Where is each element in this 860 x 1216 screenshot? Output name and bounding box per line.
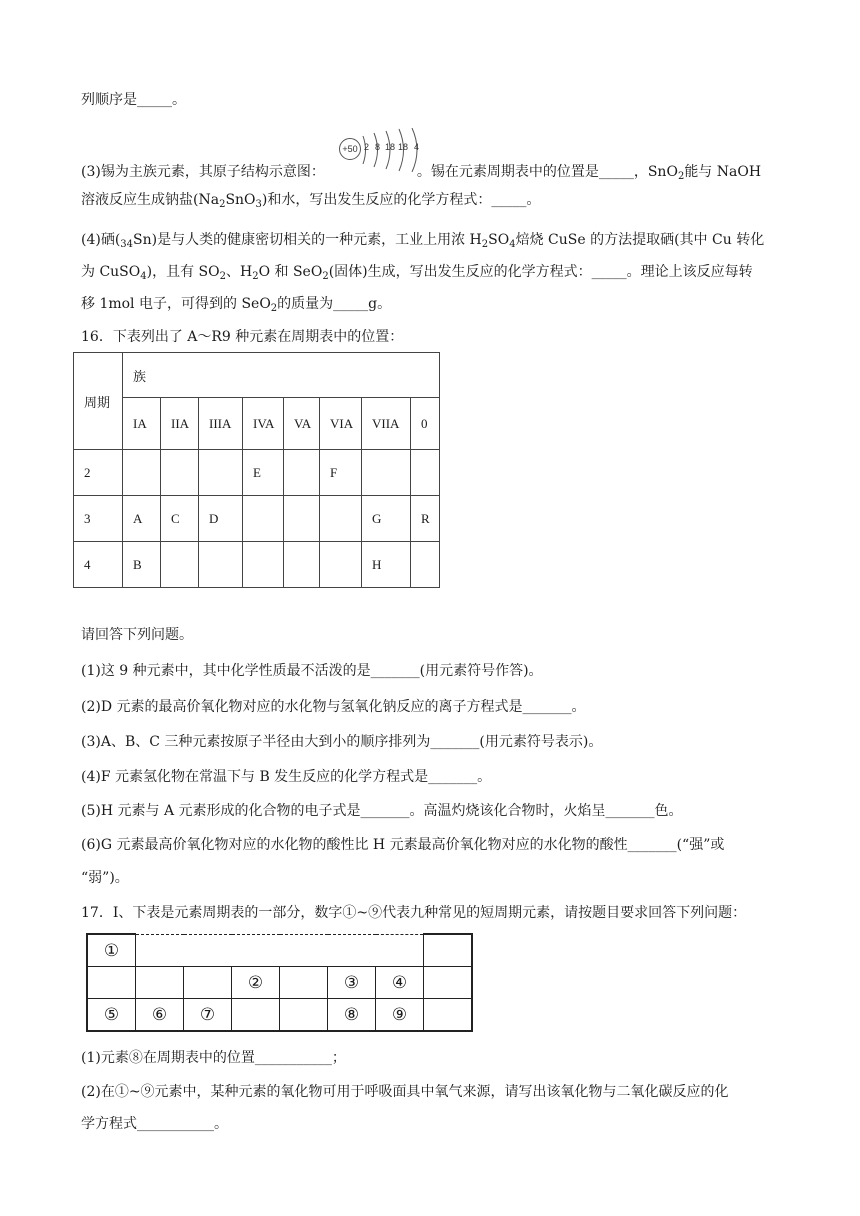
element-cell [161,450,199,496]
grid-cell: ⑤ [87,999,136,1032]
element-cell [411,450,440,496]
element-cell: A [123,496,161,542]
grid-cell: ① [87,934,136,967]
grid-cell [136,967,184,999]
grid-cell: ⑨ [376,999,424,1032]
grid-cell [184,967,232,999]
grid-cell [424,934,473,967]
element-cell [320,496,362,542]
grid-cell [424,967,473,999]
element-cell [284,542,320,588]
group-header: IA [123,398,161,450]
q4-line2: 为 CuSO$_4$)，且有 $SO_2$、$H_2O$ 和 SeO$_2$(固体)生成，写出发生反应的化学方程式：_____。理论上该反应每转 [81,264,753,282]
q3-line1: (3)锡为主族元素，其原子结构示意图： 。锡在元素周期表中的位置是_____，SnO$_2$能与 NaOH [81,164,762,182]
element-cell: F [320,450,362,496]
shell-electron-count: 18 [398,142,409,152]
period-number: 4 [74,542,123,588]
grid-cell: ⑧ [328,999,376,1032]
grid-cell: ⑦ [184,999,232,1032]
grid-cell [424,999,473,1032]
period-number: 2 [74,450,123,496]
element-cell [411,542,440,588]
q16-item-6-cont: “弱”)。 [81,870,129,886]
grid-cell: ② [232,967,280,999]
shell-electron-count: 18 [385,142,396,152]
q17-periodic-grid [86,933,473,1032]
element-cell [243,496,284,542]
grid-cell [87,967,136,999]
grid-cell: ③ [328,967,376,999]
q16-item-6: (6)G 元素最高价氧化物对应的水化物的酸性比 H 元素最高价氧化物对应的水化物的酸性_______(“强”或 [81,837,725,853]
group-header: IVA [243,398,284,450]
header-period: 周期 [74,353,123,450]
shell-electron-count: 4 [414,142,420,152]
element-cell: H [362,542,411,588]
q16-title: 16．下表列出了 A～R9 种元素在周期表中的位置： [81,329,404,345]
grid-cell [280,967,328,999]
grid-cell [232,999,280,1032]
element-cell [123,450,161,496]
element-cell: E [243,450,284,496]
shell-electron-count: 8 [375,142,381,152]
q17-item-1: (1)元素⑧在周期表中的位置___________； [81,1050,346,1066]
q16-item-4: (4)F 元素氢化物在常温下与 B 发生反应的化学方程式是_______。 [81,769,492,785]
element-cell: C [161,496,199,542]
q4-line3: 移 1mol 电子，可得到的 SeO$_2$的质量为_____g。 [81,296,392,314]
q4-line1: (4)硒$(_{34}Sn)$是与人类的健康密切相关的一种元素，工业上用浓 $H_2SO_4$焙烧 CuSe 的方法提取硒(其中 Cu 转化 [81,232,765,250]
group-header: VIIA [362,398,411,450]
group-header: IIA [161,398,199,450]
element-cell: G [362,496,411,542]
q16-prompt: 请回答下列问题。 [81,627,193,643]
q16-item-1: (1)这 9 种元素中，其中化学性质最不活泼的是_______(用元素符号作答)。 [81,663,543,679]
element-cell [161,542,199,588]
intro-tail: 列顺序是_____。 [81,92,186,108]
group-header: 0 [411,398,440,450]
q3-line2: 溶液反应生成钠盐$(Na_2SnO_3)$和水，写出发生反应的化学方程式：_____。 [81,192,541,210]
q16-item-2: (2)D 元素的最高价氧化物对应的水化物与氢氧化钠反应的离子方程式是_______。 [81,699,586,715]
element-cell [243,542,284,588]
element-cell: R [411,496,440,542]
element-cell [362,450,411,496]
grid-gap [136,934,424,967]
period-number: 3 [74,496,123,542]
q17-item-2: (2)在①~⑨元素中，某种元素的氧化物可用于呼吸面具中氧气来源，请写出该氧化物与二氧化碳反应的化 [81,1084,729,1100]
group-header: VIA [320,398,362,450]
element-cell: D [199,496,243,542]
q16-item-3: (3)A、B、C 三种元素按原子半径由大到小的顺序排列为_______(用元素符号表示)。 [81,734,603,750]
header-group: 族 [123,353,440,398]
grid-cell: ⑥ [136,999,184,1032]
shell-electron-count: 2 [364,142,370,152]
element-cell [284,496,320,542]
element-cell: B [123,542,161,588]
group-header: VA [284,398,320,450]
q16-item-5: (5)H 元素与 A 元素形成的化合物的电子式是_______。高温灼烧该化合物时，火焰呈_______色。 [81,803,683,819]
q16-periodic-table [73,352,440,588]
grid-cell [280,999,328,1032]
q17-title: 17．I、下表是元素周期表的一部分，数字①~⑨代表九种常见的短周期元素，请按题目要求回答下列问题： [81,905,747,921]
element-cell [199,450,243,496]
group-header: IIIA [199,398,243,450]
grid-cell: ④ [376,967,424,999]
q17-item-2-cont: 学方程式___________。 [81,1116,228,1132]
element-cell [320,542,362,588]
element-cell [199,542,243,588]
nucleus-charge: +50 [339,138,361,160]
element-cell [284,450,320,496]
